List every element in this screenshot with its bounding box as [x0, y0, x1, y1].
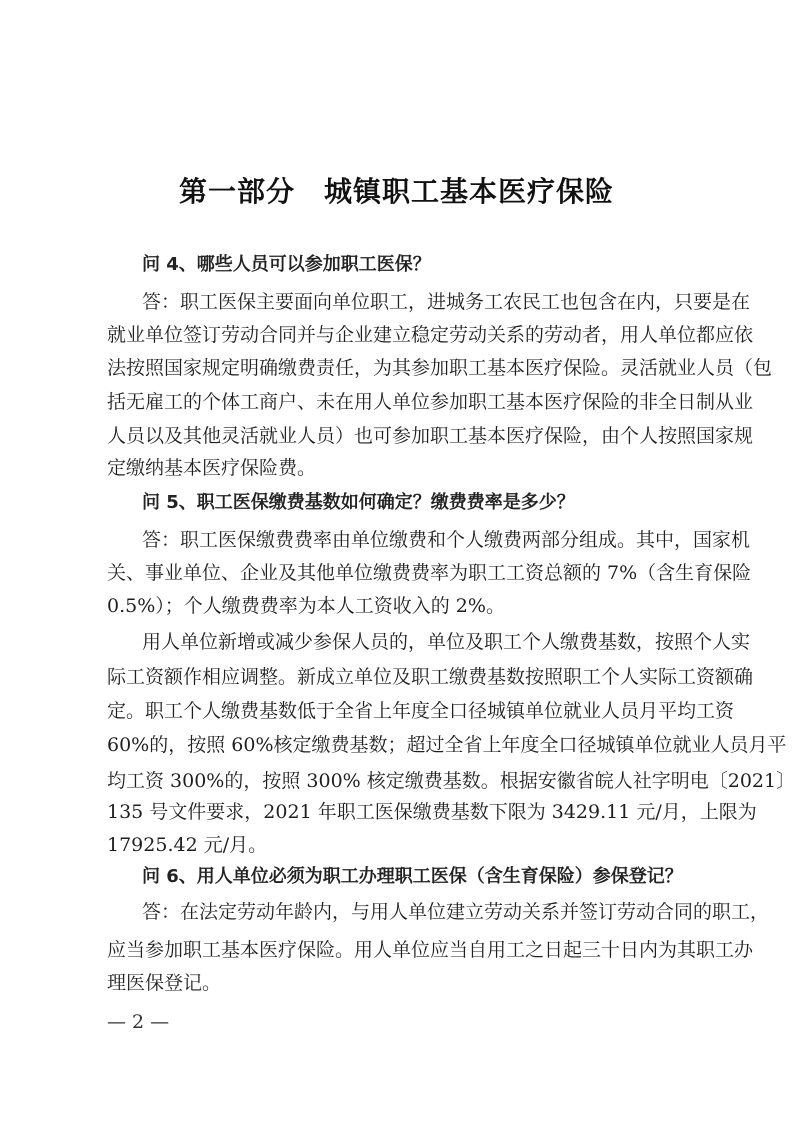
answer-line: 0.5%）；个人缴费费率为本人工资收入的 2%。 [107, 595, 505, 617]
answer-line: 用人单位新增或减少参保人员的，单位及职工个人缴费基数，按照个人实 [142, 631, 751, 653]
answer-line: 理医保登记。 [107, 972, 222, 994]
answer-line: 定缴纳基本医疗保险费。 [107, 457, 317, 479]
answer-line: 括无雇工的个体工商户、未在用人单位参加职工基本医疗保险的非全日制从业 [107, 391, 754, 413]
answer-line: 际工资额作相应调整。新成立单位及职工缴费基数按照职工个人实际工资额确 [107, 666, 754, 688]
answer-line: 135 号文件要求，2021 年职工医保缴费基数下限为 3429.11 元/月，上限为 [107, 801, 757, 823]
answer-line: 答：在法定劳动年龄内，与用人单位建立劳动关系并签订劳动合同的职工， [142, 901, 770, 923]
answer-line: 答：职工医保主要面向单位职工，进城务工农民工也包含在内，只要是在 [142, 291, 751, 313]
answer-line: 定。职工个人缴费基数低于全省上年度全口径城镇单位就业人员月平均工资 [107, 700, 735, 722]
answer-line: 应当参加职工基本医疗保险。用人单位应当自用工之日起三十日内为其职工办 [107, 939, 754, 961]
page-number: — 2 — [107, 1011, 170, 1033]
answer-line: 17925.42 元/月。 [107, 834, 268, 856]
answer-line: 答：职工医保缴费费率由单位缴费和个人缴费两部分组成。其中，国家机 [142, 529, 751, 551]
answer-line: 就业单位签订劳动合同并与企业建立稳定劳动关系的劳动者，用人单位都应依 [107, 324, 754, 346]
answer-line: 法按照国家规定明确缴费责任，为其参加职工基本医疗保险。灵活就业人员（包 [107, 357, 773, 379]
answer-line: 均工资 300%的，按照 300% 核定缴费基数。根据安徽省皖人社字明电〔2021〕 [107, 770, 795, 792]
answer-line: 关、事业单位、企业及其他单位缴费费率为职工工资总额的 7%（含生育保险 [107, 562, 752, 584]
answer-line: 60%的，按照 60%核定缴费基数；超过全省上年度全口径城镇单位就业人员月平 [107, 734, 787, 756]
answer-line: 人员以及其他灵活就业人员）也可参加职工基本医疗保险，由个人按照国家规 [107, 425, 754, 447]
question-4: 问 4、哪些人员可以参加职工医保？ [142, 254, 431, 275]
question-5: 问 5、职工医保缴费基数如何确定？缴费费率是多少？ [142, 492, 575, 513]
question-6: 问 6、用人单位必须为职工办理职工医保（含生育保险）参保登记？ [142, 866, 683, 887]
page-title: 第一部分 城镇职工基本医疗保险 [178, 175, 614, 208]
